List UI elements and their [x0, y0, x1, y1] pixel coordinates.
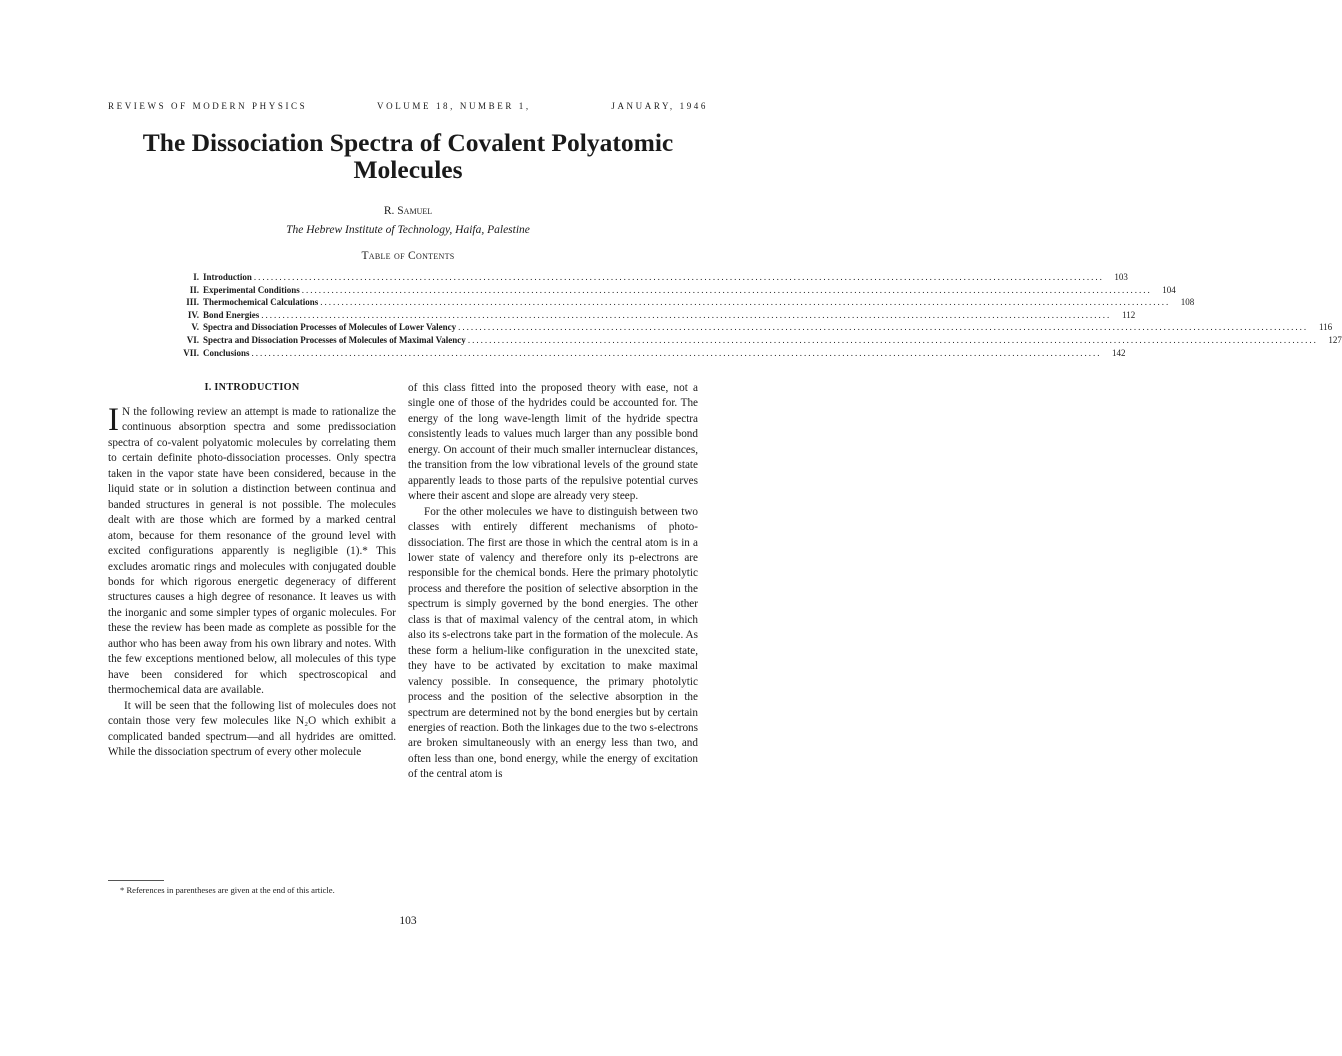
toc-entry-page: 142	[1112, 347, 1126, 358]
toc-entry-title: Bond Energies	[203, 309, 260, 320]
toc-entry	[163, 296, 1195, 309]
toc-entry	[163, 284, 1176, 297]
paper-title: The Dissociation Spectra of Covalent Polyatomic Molecules	[142, 128, 674, 184]
section-heading: I. INTRODUCTION	[204, 382, 300, 393]
toc-entry-number: III.	[186, 297, 199, 308]
running-head	[108, 101, 708, 115]
drop-cap: I	[108, 402, 119, 438]
toc-leader-dots: ........................................................................................................................................................................................................	[320, 297, 1171, 308]
toc-entry-page: 116	[1318, 322, 1333, 333]
footnote-rule	[108, 880, 164, 881]
toc-entry	[163, 347, 1126, 360]
toc-entry-page: 103	[1114, 272, 1128, 282]
paragraph: For the other molecules we have to distinguish between two classes with entirely different mechanisms of photo-dissociation. The first are those in which the central atom is in a lower state of valency and therefore only its p-electrons are responsible for the chemical bonds. Here the primary photolytic process and therefore the position of selective absorption in the spectrum is simply governed by the bond energies. The other class is that of maximal valency of the central atom, in which also its s-electrons take part in the formation of the molecule. As these form a helium-like configuration in the unexcited state, they have to be activated by excitation to make maximal valency possible. In consequence, the primary photolytic process and the position of the selective absorption in the spectrum are determined not by the bond energies but by certain energies of reaction. Both the linkages due to the two s-electrons are broken simultaneously with an energy less than two, and often less than one, bond energy, while the energy of excitation of the central atom is	[408, 505, 698, 781]
issue-date: JANUARY, 1946	[611, 101, 708, 111]
toc-leader-dots: ........................................................................................................................................................................................................	[251, 347, 1102, 358]
toc-leader-dots: ........................................................................................................................................................................................................	[253, 272, 1104, 282]
affiliation: The Hebrew Institute of Technology, Haifa, Palestine	[286, 224, 530, 236]
toc-entry	[163, 271, 1128, 284]
toc-entry-title: Experimental Conditions	[203, 284, 300, 295]
toc-entry-title: Conclusions	[203, 347, 250, 358]
toc-entry-title: Spectra and Dissociation Processes of Molecules of Lower Valency	[203, 322, 457, 333]
toc-entry-number: I.	[193, 272, 199, 282]
paragraph-text: N the following review an attempt is made to rationalize the continuous absorption spectra and some predissociation spectra of co-valent polyatomic molecules by correlating them to certain definite photo-dissociation processes. Only spectra taken in the vapor state have been considered, because in the liquid state or in solution a distinction between continua and banded structures in general is not possible. The molecules dealt with are those which are formed by a marked central atom, because for them resonance of the ground level with excited configurations apparently is negligible (1).* This excludes aromatic rings and molecules with conjugated double bonds for which rigorous energetic degeneracy of different structures causes a high degree of resonance. It leaves us with the inorganic and some simpler types of organic molecules. For these the review has been made as complete as possible for the author who has been away from his own library and notes. With the few exceptions mentioned below, all molecules of this type have been considered for which spectroscopical and thermochemical data are available.	[108, 406, 396, 697]
left-column	[108, 380, 396, 760]
footnote: * References in parentheses are given at the end of this article.	[120, 885, 335, 895]
toc-leader-dots: ........................................................................................................................................................................................................	[261, 309, 1112, 320]
right-column	[408, 381, 698, 783]
toc-leader-dots: ........................................................................................................................................................................................................	[301, 284, 1152, 295]
toc-entry-number: IV.	[187, 309, 199, 320]
toc-entry-number: VI.	[186, 334, 199, 345]
toc-entry-title: Introduction	[203, 272, 252, 282]
toc-leader-dots: ........................................................................................................................................................................................................	[467, 334, 1318, 345]
toc-leader-dots: ........................................................................................................................................................................................................	[458, 322, 1309, 333]
toc-entry	[163, 309, 1136, 322]
toc-entry	[163, 321, 1333, 334]
page-number: 103	[399, 915, 417, 927]
toc-entry-title: Spectra and Dissociation Processes of Molecules of Maximal Valency	[203, 334, 466, 345]
toc-entry	[163, 334, 1342, 347]
table-of-contents	[163, 271, 1342, 359]
toc-entry-number: VII.	[183, 347, 199, 358]
toc-entry-page: 104	[1162, 284, 1176, 295]
toc-entry-page: 108	[1180, 297, 1195, 308]
toc-entry-page: 127	[1328, 334, 1342, 345]
toc-heading: Table of Contents	[361, 250, 455, 262]
volume-number: VOLUME 18, NUMBER 1,	[377, 101, 531, 111]
toc-entry-title: Thermochemical Calculations	[203, 297, 319, 308]
toc-entry-number: V.	[191, 322, 199, 333]
toc-entry-number: II.	[189, 284, 199, 295]
paragraph	[108, 402, 396, 699]
journal-name: REVIEWS OF MODERN PHYSICS	[108, 101, 308, 111]
toc-entry-page: 112	[1122, 309, 1136, 320]
paragraph: It will be seen that the following list of molecules does not contain those very few molecules like N₂O which exhibit a complicated banded spectrum—and all hydrides are omitted. While the dissociation spectrum of every other molecule	[108, 699, 396, 758]
paragraph: of this class fitted into the proposed theory with ease, not a single one of those of the hydrides could be accounted for. The energy of the long wave-length limit of the hydride spectra consistently leads to values much larger than any possible bond energy. On account of their much smaller internuclear distances, the transition from the low vibrational levels of the ground state apparently leads to those parts of the repulsive potential curves where their ascent and slope are already very steep.	[408, 382, 698, 503]
author: R. Samuel	[383, 205, 433, 217]
